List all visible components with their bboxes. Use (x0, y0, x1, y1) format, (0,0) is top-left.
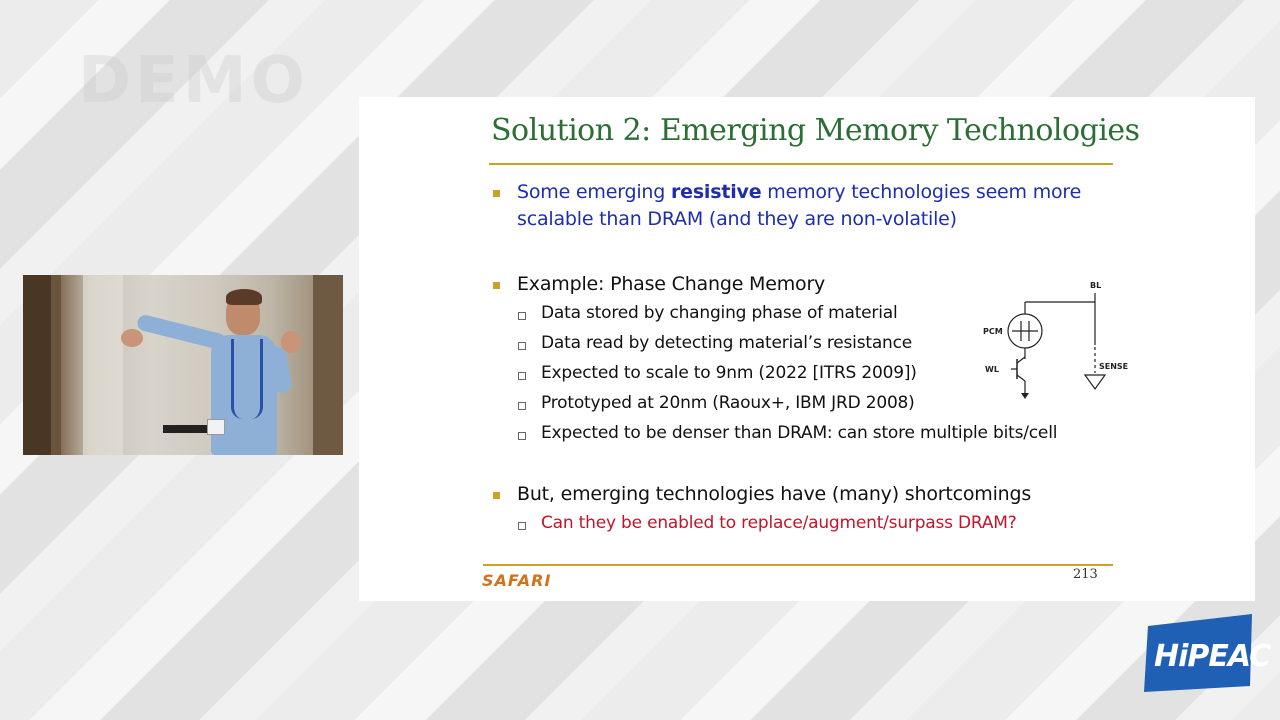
hipeac-logo (1142, 614, 1271, 692)
title-divider (489, 163, 1113, 165)
logo-text: HiPEAC (1154, 639, 1271, 674)
watermark: DEMO (78, 44, 309, 118)
bullet-2-text: Example: Phase Change Memory (517, 273, 826, 295)
bullet-marker (493, 190, 500, 197)
bullet-marker (493, 282, 500, 289)
bullet-1-line-1: Some emerging resistive memory technologies seem more (517, 181, 1082, 203)
safari-brand: SAFARI (482, 571, 552, 590)
sub-bullet-marker (518, 342, 526, 350)
bl-label: BL (1090, 281, 1102, 290)
speaker-video (23, 275, 343, 455)
presentation-slide (359, 97, 1255, 601)
sense-amp-icon (1085, 375, 1105, 389)
sub-bullet: Expected to be denser than DRAM: can store multiple bits/cell (541, 423, 1058, 443)
sub-bullet-marker (518, 372, 526, 380)
sub-bullet-highlight: Can they be enabled to replace/augment/surpass DRAM? (541, 513, 1017, 533)
slide-title: Solution 2: Emerging Memory Technologies (491, 113, 1140, 148)
sub-bullet: Data read by detecting material’s resistance (541, 333, 913, 353)
name-badge (207, 419, 225, 435)
pcm-label: PCM (983, 327, 1003, 336)
bullet-1-line-2: scalable than DRAM (and they are non-volatile) (517, 208, 957, 230)
bullet-3-text: But, emerging technologies have (many) shortcomings (517, 483, 1032, 505)
sub-bullet-marker (518, 432, 526, 440)
sense-label: SENSE (1099, 362, 1129, 371)
sub-bullet: Data stored by changing phase of material (541, 303, 898, 323)
slide-page-number: 213 (1073, 567, 1098, 582)
sub-bullet-marker (518, 402, 526, 410)
sub-bullet: Expected to scale to 9nm (2022 [ITRS 2009]) (541, 363, 917, 383)
sub-bullet: Prototyped at 20nm (Raoux+, IBM JRD 2008) (541, 393, 915, 413)
sub-bullet-marker (518, 522, 526, 530)
bullet-marker (493, 492, 500, 499)
sub-bullet-marker (518, 312, 526, 320)
footer-divider (483, 564, 1113, 566)
pcm-cell-circuit-diagram (979, 277, 1139, 407)
wl-label: WL (985, 365, 999, 374)
